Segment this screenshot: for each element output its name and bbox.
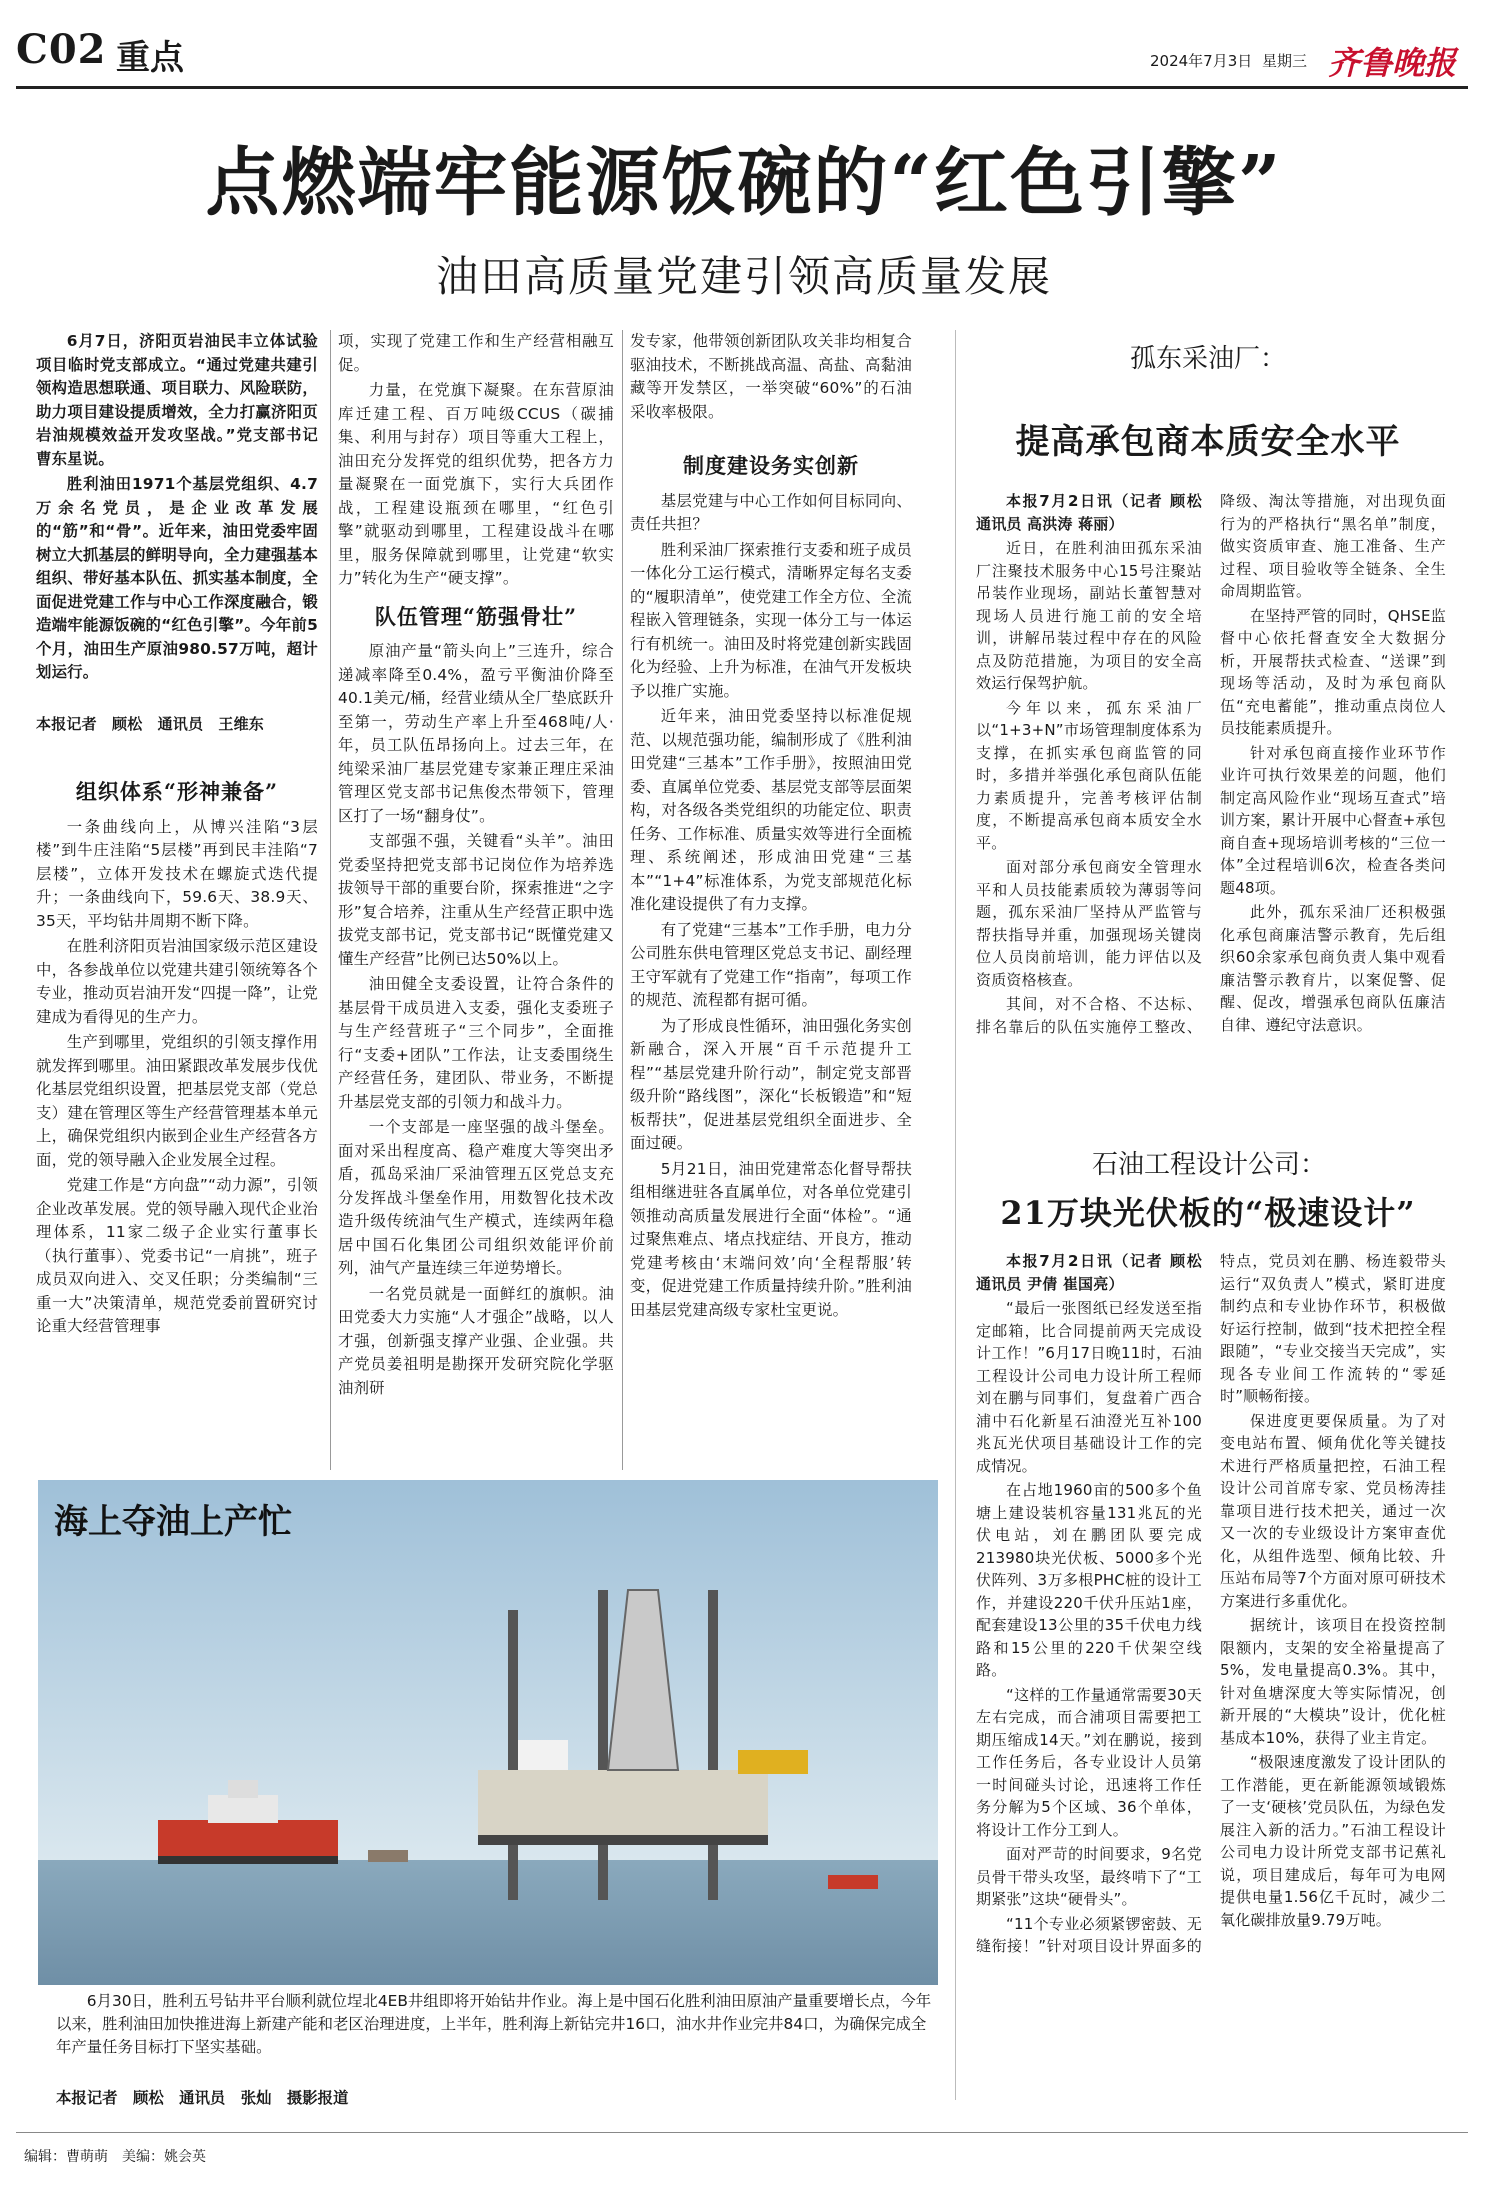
footer-credits: 编辑：曹萌萌 美编：姚会英 xyxy=(24,2149,206,2165)
photo-title: 海上夺油上产忙 xyxy=(54,1502,292,1542)
issue-weekday: 星期三 xyxy=(1262,52,1308,70)
photo-caption xyxy=(56,1990,936,2059)
header-rule xyxy=(16,86,1468,89)
body-paragraph: 一名党员就是一面鲜红的旗帜。油田党委大力实施“人才强企”战略，以人才强，创新强支撑产业强、企业强。共产党员姜祖明是勘探开发研究院化学驱油剂研 xyxy=(338,1284,614,1397)
body-paragraph: 其间，对不合格、不达标、排名靠后的队伍实施停工整改、降级、淘汰等措施，对出现负面行为的严格执行“黑名单”制度，做实资质审查、施工准备、生产过程、项目验收等全链条、全生命周期监管。 xyxy=(976,492,1446,1036)
body-paragraph: 为了形成良性循环，油田强化务实创新融合，深入开展“百千示范提升工程”“基层党建升阶行动”，制定党支部晋级升阶“路线图”，深化“长板锻造”和“短板帮扶”，促进基层党组织全面进步、全面过硬。 xyxy=(630,1016,912,1152)
body-paragraph: 在胜利济阳页岩油国家级示范区建设中，各参战单位以党建共建引领统筹各个专业，推动页岩油开发“四提一降”，让党建成为看得见的生产力。 xyxy=(36,937,318,1026)
intro-paragraph: 6月7日，济阳页岩油民丰立体试验项目临时党支部成立。“通过党建共建引领构造思想联通、项目联力、风险联防，助力项目建设提质增效，全力打赢济阳页岩油规模效益开发攻坚战。”党支部书记曹东星说。 xyxy=(36,332,318,468)
body-paragraph: 近日，在胜利油田孤东采油厂注聚技术服务中心15号注聚站吊装作业现场，副站长董智慧对现场人员进行施工前的安全培训，讲解吊装过程中存在的风险点及防范措施，为项目的安全高效运行保驾护航。 xyxy=(976,539,1202,692)
body-paragraph: 一个支部是一座坚强的战斗堡垒。面对采出程度高、稳产难度大等突出矛盾，孤岛采油厂采油管理五区党总支充分发挥战斗堡垒作用，用数智化技术改造升级传统油气生产模式，连续两年稳居中国石化集团公司组织效能评价前列，油气产量连续三年逆势增长。 xyxy=(338,1118,614,1277)
page-code: C02 xyxy=(16,26,107,73)
body-paragraph: 一条曲线向上，从博兴洼陷“3层楼”到牛庄洼陷“5层楼”再到民丰洼陷“7层楼”，立体开发技术在螺旋式迭代提升；一条曲线向下，59.6天、38.9天、35天，平均钻井周期不断下降。 xyxy=(36,817,318,930)
art3-byline: 本报7月2日讯（记者 顾松 通讯员 尹倩 崔国亮） xyxy=(976,1252,1202,1293)
art3-title: 21万块光伏板的“极速设计” xyxy=(1000,1194,1416,1232)
body-paragraph: 据统计，该项目在投资控制限额内，支架的安全裕量提高了5%，发电量提高0.3%。其中，针对鱼塘深度大等实际情况，创新开展的“大模块”设计，优化桩基成本10%，获得了业主肯定。 xyxy=(1220,1616,1446,1747)
body-paragraph: 有了党建“三基本”工作手册，电力分公司胜东供电管理区党总支书记、副经理王守军就有了党建工作“指南”，每项工作的规范、流程都有据可循。 xyxy=(630,920,912,1009)
column-rule xyxy=(622,330,623,1470)
body-paragraph: 近年来，油田党委坚持以标准促规范、以规范强功能，编制形成了《胜利油田党建“三基本”工作手册》，按照油田党委、直属单位党委、基层党支部等层面架构，对各级各类党组织的功能定位、职责任务、工作标准、质量实效等进行全面梳理、系统阐述，形成油田党建“三基本”“1+4”标准体系，为党支部规范化标准化建设提供了有力支撑。 xyxy=(630,707,912,913)
body-paragraph: 油田健全支委设置，让符合条件的基层骨干成员进入支委，强化支委班子与生产经营班子“三个同步”，全面推行“支委+团队”工作法，让支委围绕生产经营任务，建团队、带业务，不断提升基层党支部的引领力和战斗力。 xyxy=(338,975,614,1111)
art2-byline: 本报7月2日讯（记者 顾松 通讯员 高洪涛 蒋丽） xyxy=(976,492,1202,533)
body-paragraph: 面对部分承包商安全管理水平和人员技能素质较为薄弱等问题，孤东采油厂坚持从严监管与帮扶指导并重，加强现场关键岗位人员岗前培训，能力评估以及资质资格核查。 xyxy=(976,858,1202,989)
section-heading-2: 队伍管理“筋强骨壮” xyxy=(374,603,578,629)
news-photo xyxy=(38,1480,938,1985)
body-paragraph: 发专家，他带领创新团队攻关非均相复合驱油技术，不断挑战高温、高盐、高黏油藏等开发禁区，一举突破“60%”的石油采收率极限。 xyxy=(630,332,912,421)
section-name: 重点 xyxy=(116,38,184,78)
offshore-rig-photo xyxy=(38,1480,938,1985)
body-paragraph: 力量，在党旗下凝聚。在东营原油库迁建工程、百万吨级CCUS（碳捕集、利用与封存）项目等重大工程上，油田充分发挥党的组织优势，把各方力量凝聚在一面党旗下，实行大兵团作战，工程建设瓶颈在哪里，“红色引擎”就驱动到哪里，工程建设战斗在哪里，服务保障就到哪里，让党建“软实力”转化为生产“硬支撑”。 xyxy=(338,381,614,587)
body-paragraph: 胜利采油厂探索推行支委和班子成员一体化分工运行模式，清晰界定每名支委的“履职清单”，使党建工作全方位、全流程嵌入管理链条，实现一体分工与一体运行有机统一。油田及时将党建创新实践固化为经验、上升为标准，在油气开发板块予以推广实施。 xyxy=(630,540,912,700)
paper-logo: 齐鲁晚报 xyxy=(1328,44,1457,82)
main-col-1 xyxy=(36,330,318,1341)
body-paragraph: 在占地1960亩的500多个鱼塘上建设装机容量131兆瓦的光伏电站，刘在鹏团队要完成213980块光伏板、5000多个光伏阵列、3万多根PHC桩的设计工作，并建设220千伏升压站1座，配套建设13公里的35千伏电力线路和15公里的220千伏架空线路。 xyxy=(976,1481,1202,1679)
body-paragraph: 原油产量“箭头向上”三连升，综合递减率降至0.4%，盈亏平衡油价降至40.1美元/桶，经营业绩从全厂垫底跃升至第一，劳动生产率上升至468吨/人·年，员工队伍昂扬向上。过去三年，在纯梁采油厂基层党建专家兼正理庄采油管理区党支部书记焦俊杰带领下，管理区打了一场“翻身仗”。 xyxy=(338,642,614,825)
art2-title: 提高承包商本质安全水平 xyxy=(1015,422,1401,462)
body-paragraph: 党建工作是“方向盘”“动力源”，引领企业改革发展。党的领导融入现代企业治理体系，11家二级子企业实行董事长（执行董事）、党委书记“一肩挑”，班子成员双向进入、交叉任职；分类编制“三重一大”决策清单，规范党委前置研究讨论重大经营管理事 xyxy=(36,1176,318,1335)
photo-credit: 本报记者 顾松 通讯员 张灿 摄影报道 xyxy=(56,2089,349,2107)
body-paragraph: 支部强不强，关键看“头羊”。油田党委坚持把党支部书记岗位作为培养选拔领导干部的重要台阶，探索推进“之字形”复合培养，注重从生产经营正职中选拔党支部书记，党支部书记“既懂党建又懂生产经营”比例已达50%以上。 xyxy=(338,832,614,968)
body-paragraph: 面对严苛的时间要求，9名党员骨干带头攻坚，最终啃下了“工期紧张”这块“硬骨头”。 xyxy=(976,1845,1202,1908)
tug-boat xyxy=(828,1875,878,1889)
photo-caption-text: 6月30日，胜利五号钻井平台顺利就位埕北4EB井组即将开始钻井作业。海上是中国石化胜利油田原油产量重要增长点，今年以来，胜利油田加快推进海上新建产能和老区治理进度，上半年，胜利海上新钻完井16口，油水井作业完井84口，为确保完成全年产量任务目标打下坚实基础。 xyxy=(56,1992,932,2056)
art3-body xyxy=(976,1250,1446,2100)
art2-body xyxy=(976,490,1446,1090)
body-paragraph: “这样的工作量通常需要30天左右完成，而合浦项目需要把工期压缩成14天。”刘在鹏说，接到工作任务后，各专业设计人员第一时间碰头讨论，迅速将工作任务分解为5个区域、36个单体，将设计工作分工到人。 xyxy=(976,1685,1202,1839)
body-paragraph: 生产到哪里，党组织的引领支撑作用就发挥到哪里。油田紧跟改革发展步伐优化基层党组织设置，把基层党支部（党总支）建在管理区等生产经营管理基本单元上，确保党组织内嵌到企业生产经营各方面，党的领导融入企业发展全过程。 xyxy=(36,1033,318,1169)
art2-kicker: 孤东采油厂： xyxy=(1130,344,1287,374)
column-rule xyxy=(955,330,956,2100)
body-paragraph: 项，实现了党建工作和生产经营相融互促。 xyxy=(338,332,614,374)
main-byline: 本报记者 顾松 通讯员 王维东 xyxy=(36,714,265,733)
footer-rule xyxy=(16,2132,1468,2133)
body-paragraph: 此外，孤东采油厂还积极强化承包商廉洁警示教育，先后组织60余家承包商负责人集中观看廉洁警示教育片，以案促警、促醒、促改，增强承包商队伍廉洁自律、遵纪守法意识。 xyxy=(1220,903,1446,1034)
issue-date: 2024年7月3日 xyxy=(1150,52,1253,70)
body-paragraph: 今年以来，孤东采油厂以“1+3+N”市场管理制度体系为支撑，在抓实承包商监管的同时，多措并举强化承包商队伍能力素质提升，完善考核评估制度，不断提高承包商本质安全水平。 xyxy=(976,698,1202,852)
body-paragraph: 针对承包商直接作业环节作业许可执行效果差的问题，他们制定高风险作业“现场互查式”培训方案，累计开展中心督查+承包商自查+现场培训考核的“三位一体”全过程培训6次，检查各类问题48项。 xyxy=(1220,743,1446,897)
intro-paragraph: 胜利油田1971个基层党组织、4.7万余名党员，是企业改革发展的“筋”和“骨”。近年来，油田党委牢固树立大抓基层的鲜明导向，全力建强基本组织、带好基本队伍、抓实基本制度，全面促进党建工作与中心工作深度融合，锻造端牢能源饭碗的“红色引擎”。今年前5个月，油田生产原油980.57万吨，超计划运行。 xyxy=(36,475,318,681)
main-col-3 xyxy=(630,330,912,1324)
body-paragraph: 基层党建与中心工作如何目标同向、责任共担？ xyxy=(630,491,912,533)
section-heading-3: 制度建设务实创新 xyxy=(683,453,859,478)
column-rule xyxy=(330,330,331,1470)
body-paragraph: 5月21日，油田党建常态化督导帮扶组相继进驻各直属单位，对各单位党建引领推动高质量发展进行全面“体检”。“通过聚焦难点、堵点找症结、开良方，推动党建考核由‘末端问效’向‘全程帮服’转变，促进党建工作质量持续升阶。”胜利油田基层党建高级专家杜宝更说。 xyxy=(630,1159,912,1319)
main-subtitle: 油田高质量党建引领高质量发展 xyxy=(435,252,1052,301)
distant-platform xyxy=(368,1850,408,1862)
main-title: 点燃端牢能源饭碗的“红色引擎” xyxy=(205,140,1283,226)
body-paragraph: 在坚持严管的同时，QHSE监督中心依托督查安全大数据分析，开展帮扶式检查、“送课”到现场等活动，及时为承包商队伍“充电蓄能”，推动重点岗位人员技能素质提升。 xyxy=(1220,606,1446,737)
art3-kicker: 石油工程设计公司： xyxy=(1092,1150,1327,1180)
body-paragraph: 保进度更要保质量。为了对变电站布置、倾角优化等关键技术进行严格质量把控，石油工程设计公司首席专家、党员杨涛挂靠项目进行技术把关，通过一次又一次的专业级设计方案审查优化，从组件选型、倾角比较、升压站布局等7个方面对原可研技术方案进行多重优化。 xyxy=(1220,1411,1446,1610)
body-paragraph: “最后一张图纸已经发送至指定邮箱，比合同提前两天完成设计工作！”6月17日晚11时，石油工程设计公司电力设计所工程师刘在鹏与同事们，复盘着广西合浦中石化新星石油澄光互补100兆瓦光伏项目基础设计工作的完成情况。 xyxy=(976,1299,1202,1475)
body-paragraph: “11个专业必须紧锣密鼓、无缝衔接！”针对项目设计界面多的特点，党员刘在鹏、杨连毅带头运行“双负责人”模式，紧盯进度制约点和专业协作环节，积极做好运行控制，做到“技术把控全程跟随”，“专业交接当天完成”，实现各专业间工作流转的“零延时”顺畅衔接。 xyxy=(976,1252,1446,1955)
section-heading-1: 组织体系“形神兼备” xyxy=(75,779,279,804)
body-paragraph: “极限速度激发了设计团队的工作潜能，更在新能源领域锻炼了一支‘硬核’党员队伍，为绿色发展注入新的活力。”石油工程设计公司电力设计所党支部书记蕉礼说，项目建成后，每年可为电网提供电量1.56亿千瓦时，减少二氧化碳排放量9.79万吨。 xyxy=(1220,1753,1446,1929)
main-col-2 xyxy=(338,330,614,1402)
